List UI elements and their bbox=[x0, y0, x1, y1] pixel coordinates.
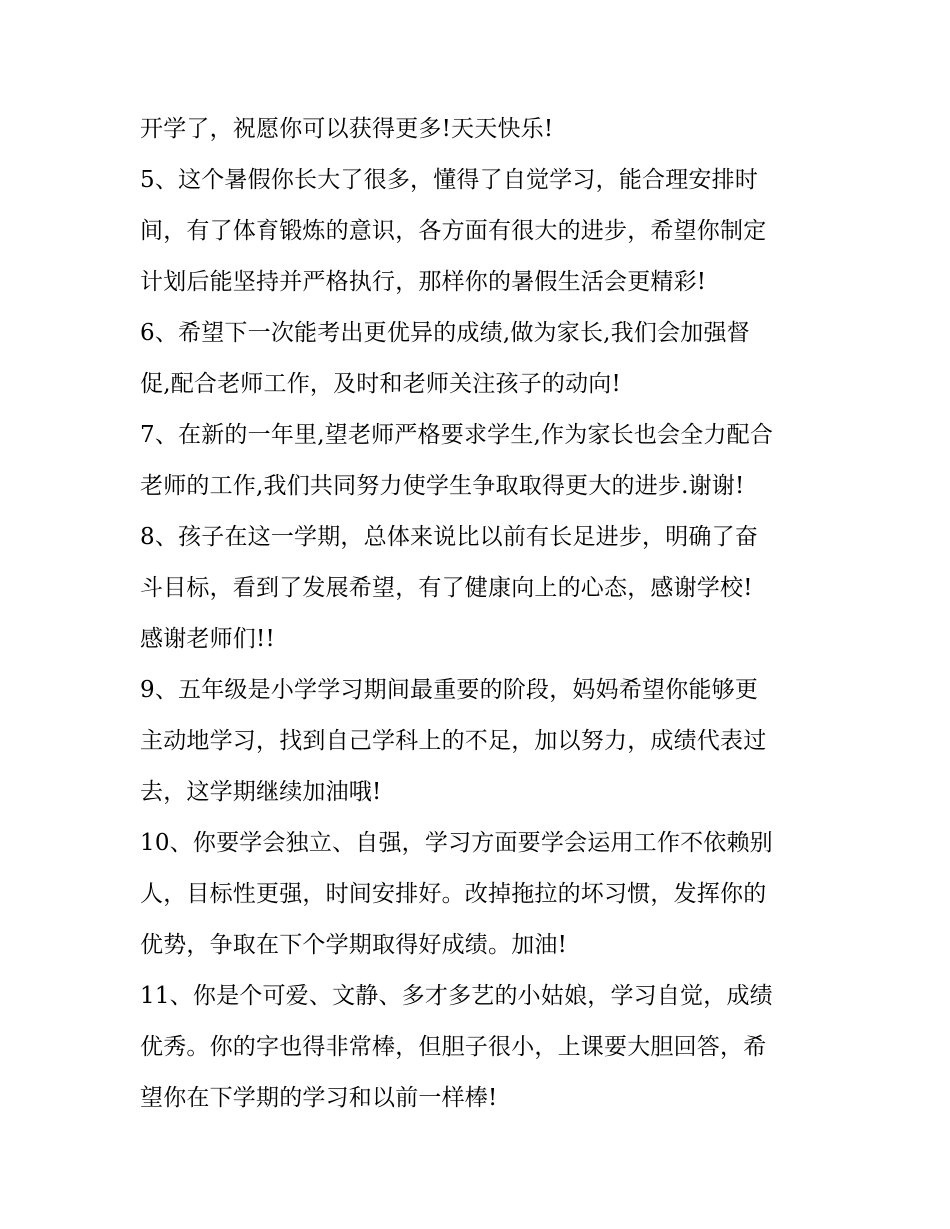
text-line: 11、你是个可爱、文静、多才多艺的小姑娘，学习自觉，成绩 bbox=[140, 983, 773, 1009]
text-line: 8、孩子在这一学期，总体来说比以前有长足进步，明确了奋 bbox=[140, 524, 759, 550]
text-line: 开学了，祝愿你可以获得更多!天天快乐! bbox=[140, 116, 554, 142]
document-body bbox=[140, 104, 815, 1124]
text-line: 5、这个暑假你长大了很多，懂得了自觉学习，能合理安排时 bbox=[140, 167, 759, 193]
text-line: 望你在下学期的学习和以前一样棒! bbox=[140, 1085, 498, 1111]
text-line: 优秀。你的字也得非常棒，但胆子很小，上课要大胆回答，希 bbox=[140, 1034, 767, 1060]
text-line: 9、五年级是小学学习期间最重要的阶段，妈妈希望你能够更 bbox=[140, 677, 759, 703]
text-line: 感谢老师们!! bbox=[140, 626, 275, 652]
text-line: 7、在新的一年里,望老师严格要求学生,作为家长也会全力配合 bbox=[140, 422, 774, 448]
text-line: 间，有了体育锻炼的意识，各方面有很大的进步，希望你制定 bbox=[140, 218, 767, 244]
text-line: 10、你要学会独立、自强，学习方面要学会运用工作不依赖别 bbox=[140, 830, 773, 856]
text-line: 6、希望下一次能考出更优异的成绩,做为家长,我们会加强督 bbox=[140, 320, 750, 346]
text-line: 促,配合老师工作，及时和老师关注孩子的动向! bbox=[140, 371, 621, 397]
text-line: 人，目标性更强，时间安排好。改掉拖拉的坏习惯，发挥你的 bbox=[140, 881, 767, 907]
text-line: 优势，争取在下个学期取得好成绩。加油! bbox=[140, 932, 568, 958]
text-line: 老师的工作,我们共同努力使学生争取取得更大的进步.谢谢! bbox=[140, 473, 745, 499]
text-line: 计划后能坚持并严格执行，那样你的暑假生活会更精彩! bbox=[140, 269, 707, 295]
text-line: 斗目标，看到了发展希望，有了健康向上的心态，感谢学校! bbox=[140, 575, 753, 601]
text-line: 主动地学习，找到自己学科上的不足，加以努力，成绩代表过 bbox=[140, 728, 767, 754]
text-line: 去，这学期继续加油哦! bbox=[140, 779, 382, 805]
